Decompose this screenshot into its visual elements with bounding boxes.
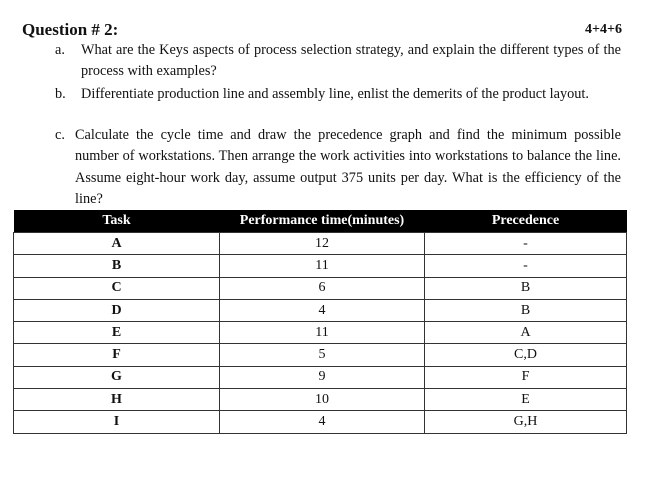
task-cell: A — [14, 233, 220, 255]
header-precedence: Precedence — [425, 210, 627, 233]
task-cell: D — [14, 299, 220, 321]
part-text: Calculate the cycle time and draw the precedence graph and find the minimum possible number of workstations. Then arrange the work activities into workstations to balance the line. Assume eight-hour work day, assume output 375 units per day. What is the efficiency of the line? — [75, 127, 621, 207]
table-row — [14, 255, 627, 277]
time-cell: 11 — [220, 255, 425, 277]
table-row — [14, 233, 627, 255]
precedence-cell: C,D — [425, 344, 627, 366]
precedence-cell: A — [425, 322, 627, 344]
task-cell: I — [14, 411, 220, 433]
time-cell: 5 — [220, 344, 425, 366]
time-cell: 4 — [220, 411, 425, 433]
task-cell: F — [14, 344, 220, 366]
question-title: Question # 2: — [22, 20, 119, 39]
part-text: Differentiate production line and assembly line, enlist the demerits of the product layout. — [81, 86, 589, 102]
table-row — [14, 299, 627, 321]
question-marks: 4+4+6 — [585, 22, 622, 37]
part-label: a. — [55, 42, 65, 58]
part-text: What are the Keys aspects of process selection strategy, and explain the different types of the process with examples? — [81, 42, 621, 80]
task-cell: C — [14, 277, 220, 299]
table-row — [14, 411, 627, 433]
time-cell: 12 — [220, 233, 425, 255]
precedence-cell: F — [425, 366, 627, 388]
table-row — [14, 322, 627, 344]
table-row — [14, 366, 627, 388]
part-label: c. — [55, 127, 65, 143]
task-cell: E — [14, 322, 220, 344]
time-cell: 4 — [220, 299, 425, 321]
time-cell: 6 — [220, 277, 425, 299]
table-row — [14, 389, 627, 411]
part-c — [55, 125, 621, 210]
task-cell: B — [14, 255, 220, 277]
precedence-cell: - — [425, 233, 627, 255]
header-task: Task — [14, 210, 220, 233]
table-row — [14, 344, 627, 366]
time-cell: 9 — [220, 366, 425, 388]
time-cell: 11 — [220, 322, 425, 344]
task-table — [13, 210, 627, 434]
time-cell: 10 — [220, 389, 425, 411]
precedence-cell: B — [425, 299, 627, 321]
task-cell: H — [14, 389, 220, 411]
precedence-cell: - — [425, 255, 627, 277]
task-cell: G — [14, 366, 220, 388]
precedence-cell: E — [425, 389, 627, 411]
part-b — [55, 84, 621, 105]
precedence-cell: G,H — [425, 411, 627, 433]
question-header — [22, 20, 622, 42]
table-header-row — [14, 210, 627, 233]
part-a — [55, 40, 621, 83]
precedence-cell: B — [425, 277, 627, 299]
part-label: b. — [55, 86, 66, 102]
header-performance-time: Performance time(minutes) — [220, 210, 425, 233]
table-row — [14, 277, 627, 299]
